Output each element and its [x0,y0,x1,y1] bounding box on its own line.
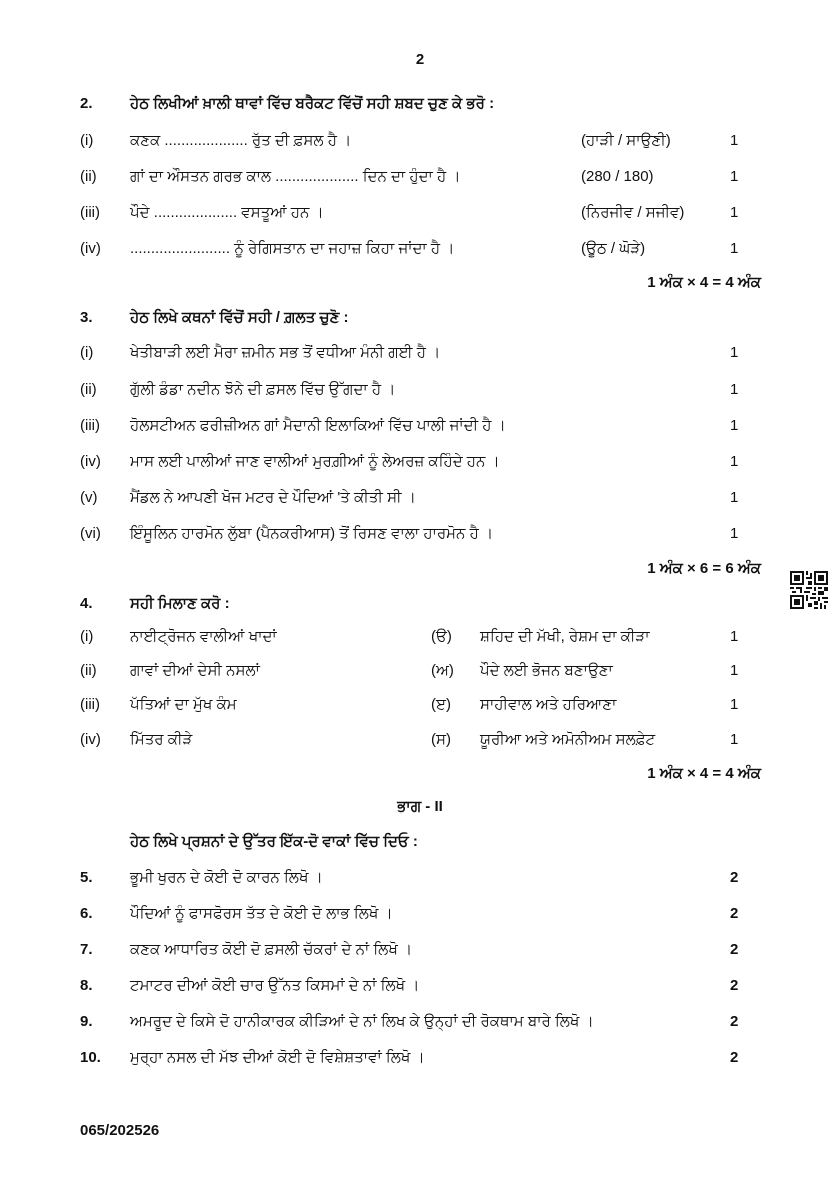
q2-item-text: ਗਾਂ ਦਾ ਔਸਤਨ ਗਰਭ ਕਾਲ .................... ਦਿਨ ਦਾ ਹੁੰਦਾ ਹੈ । [130,168,461,185]
q3-item-text: ਹੋਲਸਟੀਅਨ ਫਰੀਜ਼ੀਅਨ ਗਾਂ ਮੈਦਾਨੀ ਇਲਾਕਿਆਂ ਵਿੱਚ ਪਾਲੀ ਜਾਂਦੀ ਹੈ । [130,417,506,434]
q4-item-right: ਸਾਹੀਵਾਲ ਅਤੇ ਹਰਿਆਣਾ [480,696,617,713]
q4-number: 4. [80,595,93,612]
q3-total-marks: 1 ਅੰਕ × 6 = 6 ਅੰਕ [647,560,761,577]
question-marks: 2 [730,977,739,994]
question-number: 7. [80,941,93,958]
q4-item-label: (ਅ) [431,662,454,679]
question-text: ਅਮਰੂਦ ਦੇ ਕਿਸੇ ਦੋ ਹਾਨੀਕਾਰਕ ਕੀੜਿਆਂ ਦੇ ਨਾਂ ਲਿਖ ਕੇ ਉਨ੍ਹਾਂ ਦੀ ਰੋਕਥਾਮ ਬਾਰੇ ਲਿਖੋ । [130,1013,594,1030]
question-number: 9. [80,1013,93,1030]
q2-item-num: (i) [80,132,94,149]
question-number: 6. [80,905,93,922]
q4-item-marks: 1 [730,696,739,713]
q4-item-marks: 1 [730,662,739,679]
qr-code [790,571,828,609]
q2-item-num: (iv) [80,240,101,257]
q3-item-num: (iii) [80,417,100,434]
q4-item-label: (ਸ) [431,731,451,748]
q2-item-option: (280 / 180) [581,168,654,185]
q2-item-marks: 1 [730,204,739,221]
question-marks: 2 [730,1013,739,1030]
q3-item-marks: 1 [730,417,739,434]
question-text: ਪੌਦਿਆਂ ਨੂੰ ਫਾਸਫੋਰਸ ਤੱਤ ਦੇ ਕੋਈ ਦੋ ਲਾਭ ਲਿਖੋ । [130,905,393,922]
q4-item-left: ਮਿੱਤਰ ਕੀੜੇ [130,731,193,748]
q4-item-num: (iv) [80,731,101,748]
page-number: 2 [415,51,425,68]
q2-total-marks: 1 ਅੰਕ × 4 = 4 ਅੰਕ [647,274,761,291]
q2-heading: ਹੇਠ ਲਿਖੀਆਂ ਖ਼ਾਲੀ ਥਾਵਾਂ ਵਿੱਚ ਬਰੈਕਟ ਵਿੱਚੋਂ ਸਹੀ ਸ਼ਬਦ ਚੁਣ ਕੇ ਭਰੋ : [130,95,495,112]
q4-item-label: (ੲ) [431,696,451,713]
question-number: 5. [80,869,93,886]
q3-item-marks: 1 [730,344,739,361]
q3-number: 3. [80,309,93,326]
q3-item-num: (vi) [80,525,101,542]
q3-item-num: (iv) [80,453,101,470]
question-marks: 2 [730,1049,739,1066]
q4-item-num: (ii) [80,662,97,679]
q4-item-num: (i) [80,628,94,645]
question-text: ਮੁਰ੍ਹਾ ਨਸਲ ਦੀ ਮੱਝ ਦੀਆਂ ਕੋਈ ਦੋ ਵਿਸ਼ੇਸ਼ਤਾਵਾਂ ਲਿਖੋ । [130,1049,425,1066]
question-number: 8. [80,977,93,994]
q2-item-text: ........................ ਨੂੰ ਰੇਗਿਸਤਾਨ ਦਾ ਜਹਾਜ਼ ਕਿਹਾ ਜਾਂਦਾ ਹੈ । [130,240,455,257]
q2-item-text: ਪੌਦੇ .................... ਵਸਤੂਆਂ ਹਨ । [130,204,324,221]
q2-item-option: (ਹਾੜੀ / ਸਾਉਣੀ) [581,132,671,149]
question-text: ਭੂਮੀ ਖੁਰਨ ਦੇ ਕੋਈ ਦੋ ਕਾਰਨ ਲਿਖੋ । [130,869,323,886]
q4-item-left: ਨਾਈਟ੍ਰੋਜਨ ਵਾਲੀਆਂ ਖਾਦਾਂ [130,628,277,645]
q4-item-marks: 1 [730,628,739,645]
paper-code: 065/202526 [80,1122,160,1139]
q4-item-marks: 1 [730,731,739,748]
q2-item-marks: 1 [730,132,739,149]
q4-total-marks: 1 ਅੰਕ × 4 = 4 ਅੰਕ [647,765,761,782]
q2-item-option: (ਨਿਰਜੀਵ / ਸਜੀਵ) [581,204,685,221]
q3-item-text: ਖੇਤੀਬਾੜੀ ਲਈ ਮੈਰਾ ਜ਼ਮੀਨ ਸਭ ਤੋਂ ਵਧੀਆ ਮੰਨੀ ਗਈ ਹੈ । [130,344,441,361]
question-marks: 2 [730,905,739,922]
q3-item-text: ਇੰਸੂਲਿਨ ਹਾਰਮੋਨ ਲੁੱਬਾ (ਪੈਨਕਰੀਆਸ) ਤੋਂ ਰਿਸਣ ਵਾਲਾ ਹਾਰਮੋਨ ਹੈ । [130,525,494,542]
q3-item-marks: 1 [730,381,739,398]
q2-item-text: ਕਣਕ .................... ਰੁੱਤ ਦੀ ਫ਼ਸਲ ਹੈ । [130,132,352,149]
q3-item-text: ਮੈਂਡਲ ਨੇ ਆਪਣੀ ਖੋਜ ਮਟਰ ਦੇ ਪੌਦਿਆਂ 'ਤੇ ਕੀਤੀ ਸੀ । [130,489,416,506]
q4-item-num: (iii) [80,696,100,713]
question-text: ਟਮਾਟਰ ਦੀਆਂ ਕੋਈ ਚਾਰ ਉੱਨਤ ਕਿਸਮਾਂ ਦੇ ਨਾਂ ਲਿਖੋ । [130,977,420,994]
question-text: ਕਣਕ ਆਧਾਰਿਤ ਕੋਈ ਦੋ ਫ਼ਸਲੀ ਚੱਕਰਾਂ ਦੇ ਨਾਂ ਲਿਖੋ । [130,941,413,958]
question-marks: 2 [730,869,739,886]
q4-item-left: ਗਾਵਾਂ ਦੀਆਂ ਦੇਸੀ ਨਸਲਾਂ [130,662,260,679]
q3-item-marks: 1 [730,489,739,506]
q2-item-option: (ਊਠ / ਘੋੜੇ) [581,240,646,257]
q4-item-right: ਪੌਦੇ ਲਈ ਭੋਜਨ ਬਣਾਉਣਾ [480,662,613,679]
q3-item-num: (i) [80,344,94,361]
q2-item-marks: 1 [730,240,739,257]
q3-heading: ਹੇਠ ਲਿਖੇ ਕਥਨਾਂ ਵਿੱਚੋਂ ਸਹੀ / ਗ਼ਲਤ ਚੁਣੋ : [130,309,349,326]
q4-item-right: ਸ਼ਹਿਦ ਦੀ ਮੱਖੀ, ਰੇਸ਼ਮ ਦਾ ਕੀੜਾ [480,628,650,645]
q4-item-right: ਯੂਰੀਆ ਅਤੇ ਅਮੋਨੀਅਮ ਸਲਫ਼ੇਟ [480,731,656,748]
q4-item-left: ਪੱਤਿਆਂ ਦਾ ਮੁੱਖ ਕੰਮ [130,696,237,713]
q3-item-text: ਮਾਸ ਲਈ ਪਾਲੀਆਂ ਜਾਣ ਵਾਲੀਆਂ ਮੁਰਗ਼ੀਆਂ ਨੂੰ ਲੇਅਰਜ਼ ਕਹਿੰਦੇ ਹਨ । [130,453,500,470]
q3-item-num: (ii) [80,381,97,398]
q3-item-marks: 1 [730,453,739,470]
q2-item-marks: 1 [730,168,739,185]
q2-item-num: (iii) [80,204,100,221]
part-2-instruction: ਹੇਠ ਲਿਖੇ ਪ੍ਰਸ਼ਨਾਂ ਦੇ ਉੱਤਰ ਇੱਕ-ਦੋ ਵਾਕਾਂ ਵਿੱਚ ਦਿਓ : [130,833,418,850]
question-marks: 2 [730,941,739,958]
q2-number: 2. [80,95,93,112]
q4-item-label: (ੳ) [431,628,452,645]
part-2-title: ਭਾਗ - II [397,798,443,815]
q2-item-num: (ii) [80,168,97,185]
q3-item-text: ਗੁੱਲੀ ਡੰਡਾ ਨਦੀਨ ਝੋਨੇ ਦੀ ਫ਼ਸਲ ਵਿੱਚ ਉੱਗਦਾ ਹੈ । [130,381,396,398]
q3-item-num: (v) [80,489,98,506]
question-number: 10. [80,1049,101,1066]
q3-item-marks: 1 [730,525,739,542]
q4-heading: ਸਹੀ ਮਿਲਾਣ ਕਰੋ : [130,595,230,612]
